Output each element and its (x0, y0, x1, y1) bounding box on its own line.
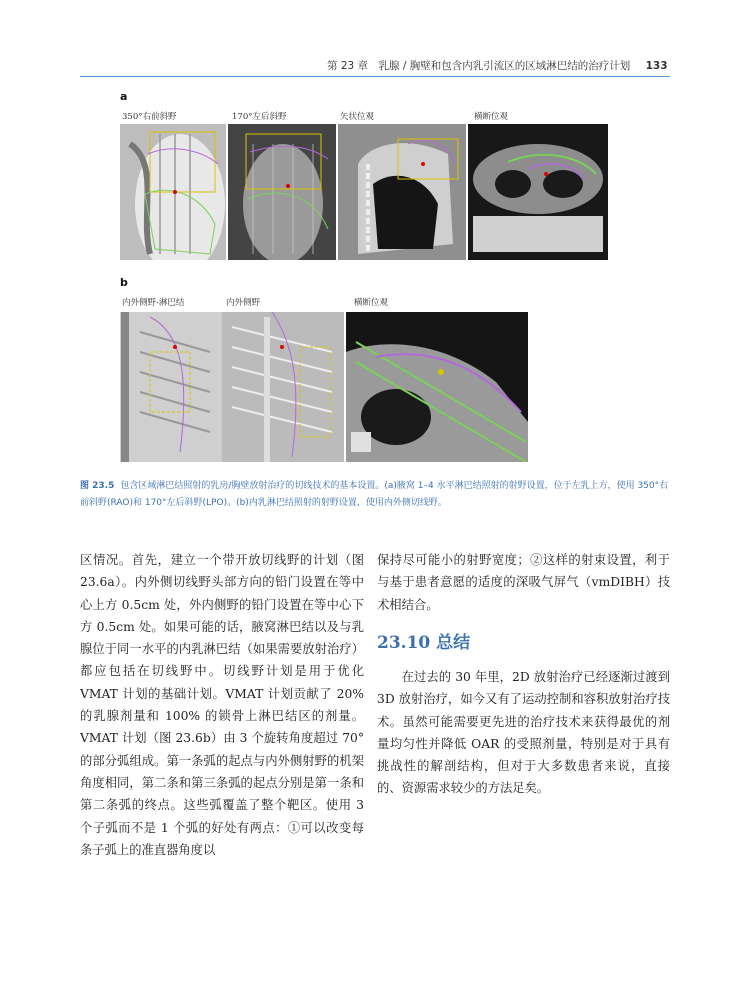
panel-b-label: b (120, 276, 128, 289)
drr-image-med-lat-nodal (120, 312, 222, 462)
header-rule (80, 76, 670, 77)
ct-image-axial-b (346, 312, 528, 462)
running-header (327, 58, 668, 73)
ct-image-axial-a (468, 124, 608, 260)
view-label-sagittal: 矢状位观 (340, 112, 375, 122)
paragraph-right-bottom: 在过去的 30 年里，2D 放射治疗已经逐渐过渡到 3D 放射治疗，如今又有了运动控制和容积放射治疗技术。虽然可能需要更先进的治疗技术来获得最优的剂量均匀性并降低 OAR 的受照剂量，特别是对于具有挑战性的解剖结构，但对于大多数患者来说，直接的、资源需求较少的方法足矣。 (377, 670, 670, 796)
view-label-axial-a: 横断位观 (474, 112, 509, 122)
drr-image-rao (120, 124, 226, 260)
figure-caption (80, 478, 670, 512)
drr-image-med-lat (222, 312, 344, 462)
panel-a-label: a (120, 90, 128, 103)
figure-23-5 (114, 90, 608, 462)
chapter-title: 第 23 章 乳腺 / 胸壁和包含内乳引流区的区域淋巴结的治疗计划 (327, 60, 631, 72)
paragraph-right-top: 保持尽可能小的射野宽度；②这样的射束设置，利于与基于患者意愿的适度的深吸气屏气（vmDIBH）技术相结合。 (377, 553, 670, 612)
body-right-column-top (377, 549, 670, 616)
body-left-column (80, 549, 364, 861)
drr-image-lpo (228, 124, 336, 260)
section-heading: 23.10 总结 (377, 633, 471, 653)
view-label-med-lat-nodal: 内外侧野-淋巴结 (122, 298, 185, 308)
body-right-column-bottom (377, 666, 670, 800)
view-label-rao: 350°右前斜野 (122, 112, 177, 122)
caption-text: 包含区域淋巴结照射的乳房/胸壁放射治疗的切线技术的基本设置。(a)腋窝 1–4 水平淋巴结照射的射野设置，位于左乳上方，使用 350°右前斜野(RAO)和 170°左后斜野(LPO)。(b)内乳淋巴结照射的射野设置，使用内外侧切线野。 (80, 481, 669, 508)
page-number: 133 (645, 60, 668, 72)
view-label-lpo: 170°左后斜野 (232, 112, 287, 122)
view-label-axial-b: 横断位观 (354, 298, 389, 308)
figure-number: 图 23.5 (80, 481, 115, 491)
view-label-med-lat: 内外侧野 (226, 298, 261, 308)
ct-image-sagittal (338, 124, 466, 260)
paragraph-left: 区情况。首先，建立一个带开放切线野的计划（图 23.6a）。内外侧切线野头部方向的铅门设置在等中心上方 0.5cm 处，外内侧野的铅门设置在等中心下方 0.5cm 处。如果可能的话，腋窝淋巴结以及与乳腺位于同一水平的内乳淋巴结（如果需要放射治疗）都应包括在切线野中。切线野计划是用于优化 VMAT 计划的基础计划。VMAT 计划贡献了 20% 的乳腺剂量和 100% 的锁骨上淋巴结区的剂量。VMAT 计划（图 23.6b）由 3 个旋转角度超过 70° 的部分弧组成。第一条弧的起点与内外侧射野的机架角度相同，第二条和第三条弧的起点分别是第一条和第二条弧的终点。这些弧覆盖了整个靶区。使用 3 个子弧而不是 1 个弧的好处有两点：①可以改变每条子弧上的准直器角度以 (80, 553, 364, 857)
